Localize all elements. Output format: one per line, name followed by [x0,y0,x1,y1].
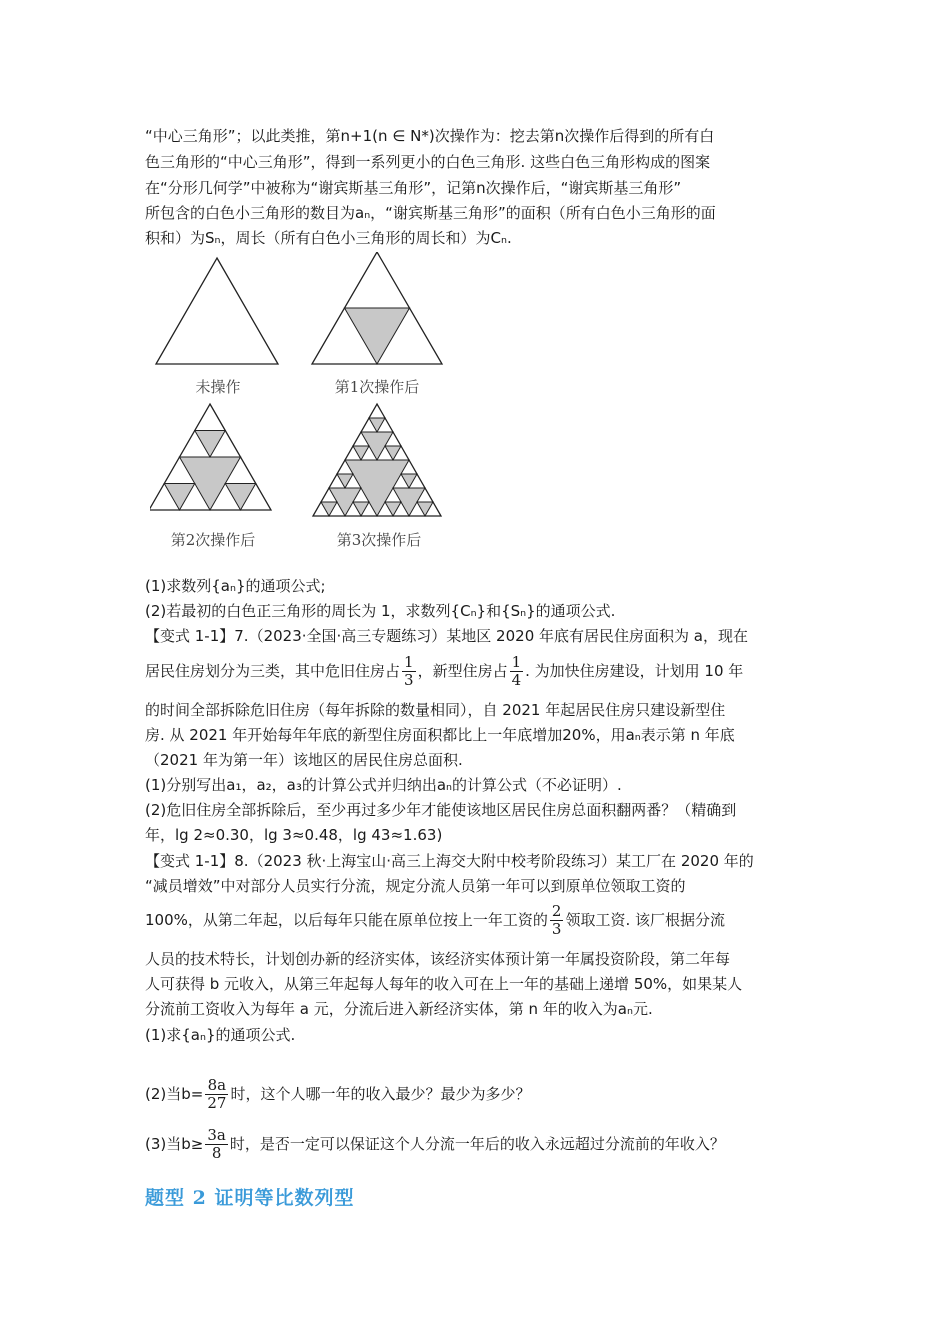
problem6-q2: (2)若最初的白色正三角形的周长为 1，求数列{Cₙ}和{Sₙ}的通项公式. [145,602,616,620]
problem8-q2a: (2)当b= [145,1085,204,1103]
problem8-q3b: 时，是否一定可以保证这个人分流一年后的收入永远超过分流前的年收入？ [229,1135,725,1153]
sierpinski-figure [150,252,450,552]
problem7-q2-line-1: (2)危旧住房全部拆除后，至少再过多少年才能使该地区居民住房总面积翻两番？（精确到 [145,801,737,819]
problem8-q1: (1)求{aₙ}的通项公式. [145,1026,296,1044]
intro-line-4: 所包含的白色小三角形的数目为aₙ，“谢宾斯基三角形”的面积（所有白色小三角形的面 [145,204,716,222]
problem7-line-3: 的时间全部拆除危旧住房（每年拆除的数量相同），自 2021 年起居民住房只建设新型住 [145,701,726,719]
problem7-line-2b: ，新型住房占 [417,662,508,680]
caption-step-1: 第1次操作后 [334,378,420,396]
problem7-q1: (1)分别写出a₁，a₂，a₃的计算公式并归纳出aₙ的计算公式（不必证明）. [145,776,622,794]
problem8-line-1: 【变式 1-1】8.（2023 秋·上海宝山·高三上海交大附中校考阶段练习）某工厂在 2020 年的 [145,852,754,870]
problem8-line-6: 分流前工资收入为每年 a 元，分流后进入新经济实体，第 n 年的收入为aₙ元. [145,1000,653,1018]
problem8-line-2: “减员增效”中对部分人员实行分流，规定分流人员第一年可以到原单位领取工资的 [145,877,686,895]
problem8-line-3 [145,900,815,940]
section-title: 题型 2 证明等比数列型 [145,1187,355,1209]
triangle-step-3 [313,404,441,516]
problem8-line-3b: 领取工资. 该厂根据分流 [565,911,725,929]
intro-line-3: 在“分形几何学”中被称为“谢宾斯基三角形”，记第n次操作后，“谢宾斯基三角形” [145,179,682,197]
caption-step-0: 未操作 [195,378,241,396]
triangle-step-0 [156,258,278,364]
problem8-line-3a: 100%，从第二年起，以后每年只能在原单位按上一年工资的 [145,911,548,929]
problem7-line-1: 【变式 1-1】7.（2023·全国·高三专题练习）某地区 2020 年底有居民住房面积为 a，现在 [145,627,748,645]
fraction-one-third: $\frac{1}{3}$ [404,653,414,689]
fraction-two-thirds: $\frac{2}{3}$ [551,902,562,938]
problem7-line-5: （2021 年为第一年）该地区的居民住房总面积. [145,751,463,769]
problem7-line-2a: 居民住房划分为三类，其中危旧住房占 [145,662,401,680]
problem8-q2b: 时，这个人哪一年的收入最少？最少为多少？ [230,1085,531,1103]
problem8-line-4: 人员的技术特长，计划创办新的经济实体，该经济实体预计第一年属投资阶段，第二年每 [145,950,731,968]
problem8-q2 [145,1074,815,1114]
problem8-q3 [145,1124,815,1164]
intro-line-5: 积和）为Sₙ，周长（所有白色小三角形的周长和）为Cₙ. [145,229,512,247]
problem7-line-4: 房. 从 2021 年开始每年年底的新型住房面积都比上一年底增加20%，用aₙ表示第 n 年底 [145,726,735,744]
problem6-q1: (1)求数列{aₙ}的通项公式; [145,577,326,595]
intro-line-1: “中心三角形”；以此类推，第n+1(n ∈ N*)次操作为：挖去第n次操作后得到的所有白 [145,127,715,145]
triangle-step-2 [150,404,271,510]
problem7-q2-line-2: 年，lg 2≈0.30，lg 3≈0.48，lg 43≈1.63) [145,826,443,844]
problem8-q3a: (3)当b≥ [145,1135,204,1153]
caption-step-3: 第3次操作后 [336,531,422,549]
caption-step-2: 第2次操作后 [170,531,256,549]
intro-line-2: 色三角形的“中心三角形”，得到一系列更小的白色三角形. 这些白色三角形构成的图案 [145,153,711,171]
problem7-line-2c: . 为加快住房建设，计划用 10 年 [525,662,744,680]
fraction-3a-over-8: $\frac{3a}{8}$ [207,1126,226,1162]
problem7-line-2 [145,651,815,691]
problem8-line-5: 人可获得 b 元收入，从第三年起每人每年的收入可在上一年的基础上递增 50%，如果某人 [145,975,743,993]
triangle-step-1 [312,252,442,364]
fraction-8a-over-27: $\frac{8a}{27}$ [207,1076,227,1112]
fraction-one-quarter: $\frac{1}{4}$ [511,653,522,689]
